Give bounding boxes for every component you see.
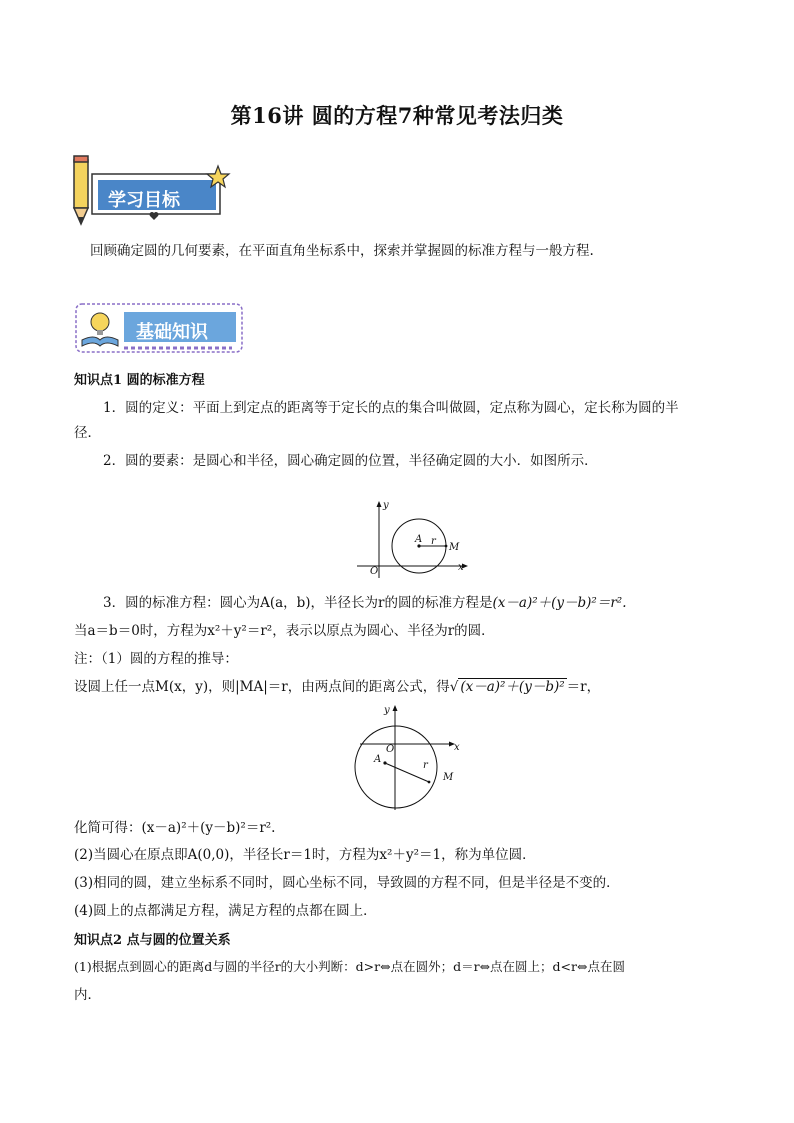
- kp1-p3-pre: 3．圆的标准方程：圆心为A(a，b)，半径长为r的圆的标准方程是: [103, 595, 493, 611]
- fig1-o-label: O: [370, 566, 379, 577]
- heart-icon: [150, 212, 159, 220]
- kp1-p3-eq: (x－a)²＋(y－b)²＝r².: [492, 595, 627, 611]
- kp1-simplify: 化简可得：(x－a)²＋(y－b)²＝r².: [74, 820, 276, 836]
- fig2-r-label: r: [423, 760, 428, 771]
- kp1-p3: [103, 593, 627, 613]
- fig1-a-label: A: [415, 534, 423, 545]
- fig1-r-label: r: [431, 536, 436, 547]
- fig2-y-label: y: [384, 705, 390, 716]
- circle-figure-2: [340, 700, 465, 812]
- goals-text: 回顾确定圆的几何要素，在平面直角坐标系中，探索并掌握圆的标准方程与一般方程.: [90, 243, 594, 259]
- goals-label: 学习目标: [108, 190, 180, 211]
- kp1-title: 知识点1 圆的标准方程: [74, 373, 205, 388]
- kp1-derive-post: ＝r，: [566, 679, 601, 695]
- sqrt-sign: √: [449, 679, 459, 695]
- fig1-x-label: x: [458, 562, 464, 573]
- fig1-y-label: y: [383, 500, 389, 511]
- fig2-a-label: A: [374, 754, 382, 765]
- kp1-p1b: 径．: [74, 425, 101, 441]
- kp1-p1a: 1．圆的定义：平面上到定点的距离等于定长的点的集合叫做圆，定点称为圆心，定长称为圆的半: [103, 400, 679, 416]
- kp1-n4: (4)圆上的点都满足方程，满足方程的点都在圆上．: [74, 903, 377, 919]
- fig1-m-label: M: [449, 542, 460, 553]
- kp1-derive-sqrt: (x－a)²＋(y－b)²: [460, 679, 565, 695]
- kp1-derive: [74, 677, 600, 697]
- fig2-x-label: x: [454, 742, 460, 753]
- kp2-title: 知识点2 点与圆的位置关系: [74, 933, 231, 948]
- fig2-m-label: M: [443, 772, 454, 783]
- kp1-p4: 当a＝b＝0时，方程为x²＋y²＝r²，表示以原点为圆心、半径为r的圆．: [74, 623, 495, 639]
- kp1-note: 注：（1）圆的方程的推导：: [74, 651, 238, 667]
- kp1-derive-pre: 设圆上任一点M(x，y)，则|MA|＝r，由两点间的距离公式，得: [74, 679, 450, 695]
- kp1-n3: (3)相同的圆，建立坐标系不同时，圆心坐标不同，导致圆的方程不同，但是半径是不变的．: [74, 875, 620, 891]
- kp1-p2: 2．圆的要素：是圆心和半径，圆心确定圆的位置，半径确定圆的大小．如图所示．: [103, 453, 598, 469]
- kp2-p1b: 内．: [74, 987, 101, 1003]
- page-title: 第16讲 圆的方程7种常见考法归类: [230, 103, 564, 128]
- kp1-n2: (2)当圆心在原点即A(0,0)，半径长r＝1时，方程为x²＋y²＝1，称为单位圆．: [74, 847, 536, 863]
- basics-label: 基础知识: [136, 322, 208, 343]
- pencil-icon: [74, 156, 88, 224]
- kp2-p1a: (1)根据点到圆心的距离d与圆的半径r的大小判断：d>r⇔点在圆外；d＝r⇔点在圆上；d<r⇔点在圆: [74, 959, 625, 974]
- fig2-o-label: O: [386, 744, 395, 755]
